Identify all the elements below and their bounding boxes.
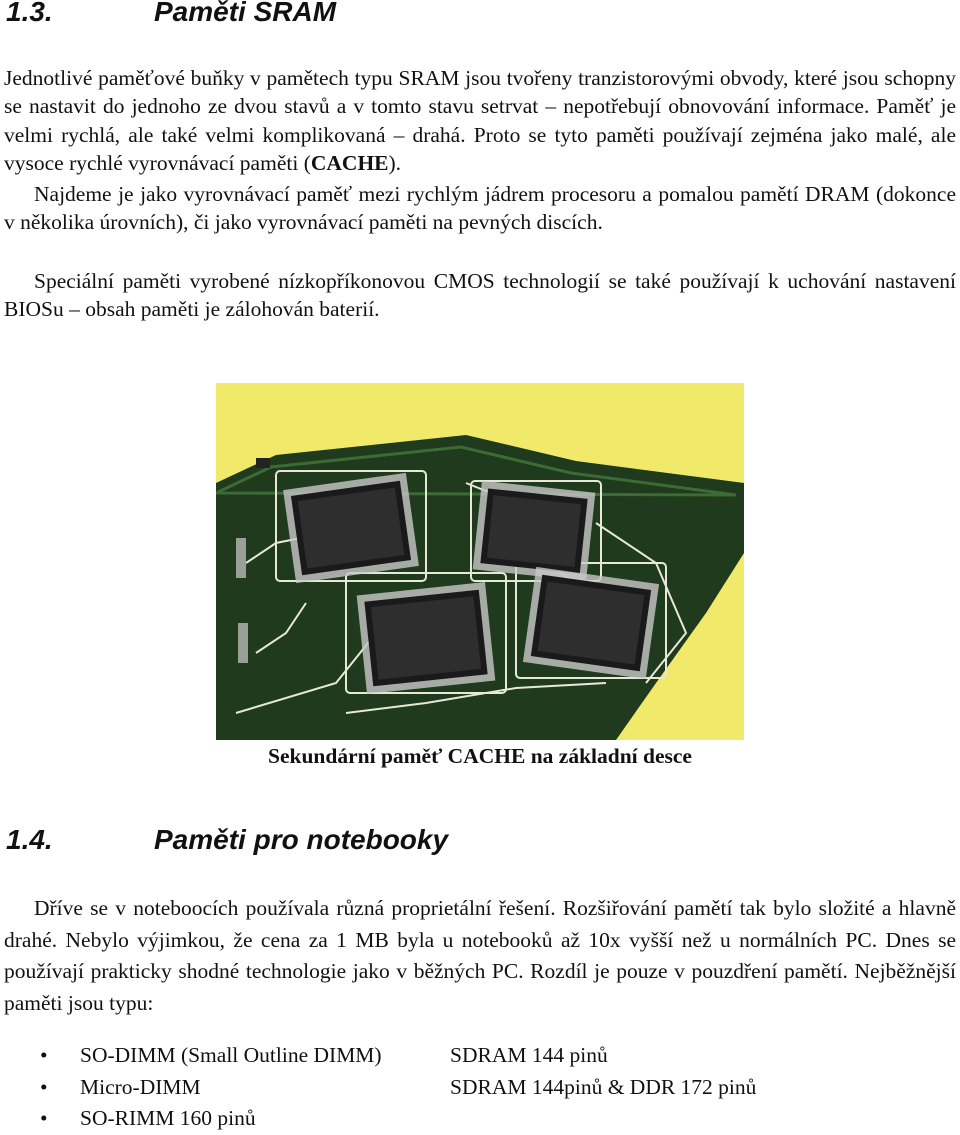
memory-chip [357, 582, 496, 694]
section-heading-1-4 [6, 824, 448, 856]
bullet-icon: • [40, 1043, 48, 1067]
figure-caption: Sekundární paměť CACHE na základní desce [268, 744, 692, 768]
memory-type-list [0, 1040, 960, 1135]
list-item [0, 1072, 960, 1104]
list-item [0, 1040, 960, 1072]
memory-type-name: SO-RIMM 160 pinů [80, 1106, 256, 1130]
paragraph-text: Jednotlivé paměťové buňky v pamětech typu SRAM jsou tvořeny tranzistorovými obvody, které jsou schopny se nastavit do jednoho ze dvou stavů a v tomto stavu setrvat – nepotřebují obnovování informace. Paměť je velmi rychlá, ale také velmi komplikovaná – drahá. Proto se tyto paměti používají zejména jako malé, ale vysoce rychlé vyrovnávací paměti ( [4, 66, 956, 176]
section-title: Paměti SRAM [154, 0, 337, 27]
memory-type-detail: SDRAM 144 pinů [450, 1043, 608, 1067]
memory-type-name: Micro-DIMM [80, 1074, 201, 1099]
paragraph-end: ). [388, 151, 402, 176]
memory-chip [523, 567, 659, 679]
memory-chip [283, 473, 419, 583]
bullet-icon: • [40, 1074, 48, 1099]
cache-term: CACHE [310, 151, 389, 176]
section-number: 1.3. [6, 0, 53, 27]
section-title: Paměti pro notebooky [154, 824, 449, 855]
memory-type-detail: SDRAM 144pinů & DDR 172 pinů [450, 1074, 757, 1099]
list-item [0, 1103, 960, 1135]
memory-type-name: SO-DIMM (Small Outline DIMM) [80, 1043, 382, 1067]
paragraph-sram-usage: Najdeme je jako vyrovnávací paměť mezi rychlým jádrem procesoru a pomalou pamětí DRAM (dokonce v několika úrovních), či jako vyrovnávací paměti na pevných discích. [4, 182, 956, 235]
section-heading-1-3 [6, 0, 336, 28]
paragraph-cmos: Speciální paměti vyrobené nízkopříkonovou CMOS technologií se také používají k uchování nastavení BIOSu – obsah paměti je zálohován baterií. [4, 269, 956, 322]
paragraph-sram-intro [4, 64, 956, 178]
cache-board-photo [216, 383, 744, 740]
memory-chip [473, 481, 596, 581]
section-number: 1.4. [6, 824, 53, 855]
pcb-illustration [216, 383, 744, 740]
bullet-icon: • [40, 1106, 48, 1130]
paragraph-notebook-memory: Dříve se v noteboocích používala různá proprietální řešení. Rozšiřování pamětí tak bylo složité a hlavně drahé. Nebylo výjimkou, že cena za 1 MB byla u notebooků až 10x vyšší než u normálních PC. Dnes se používají prakticky shodné technologie jako v běžných PC. Rozdíl je pouze v pouzdření pamětí. Nejběžnější paměti jsou typu: [4, 896, 956, 1015]
